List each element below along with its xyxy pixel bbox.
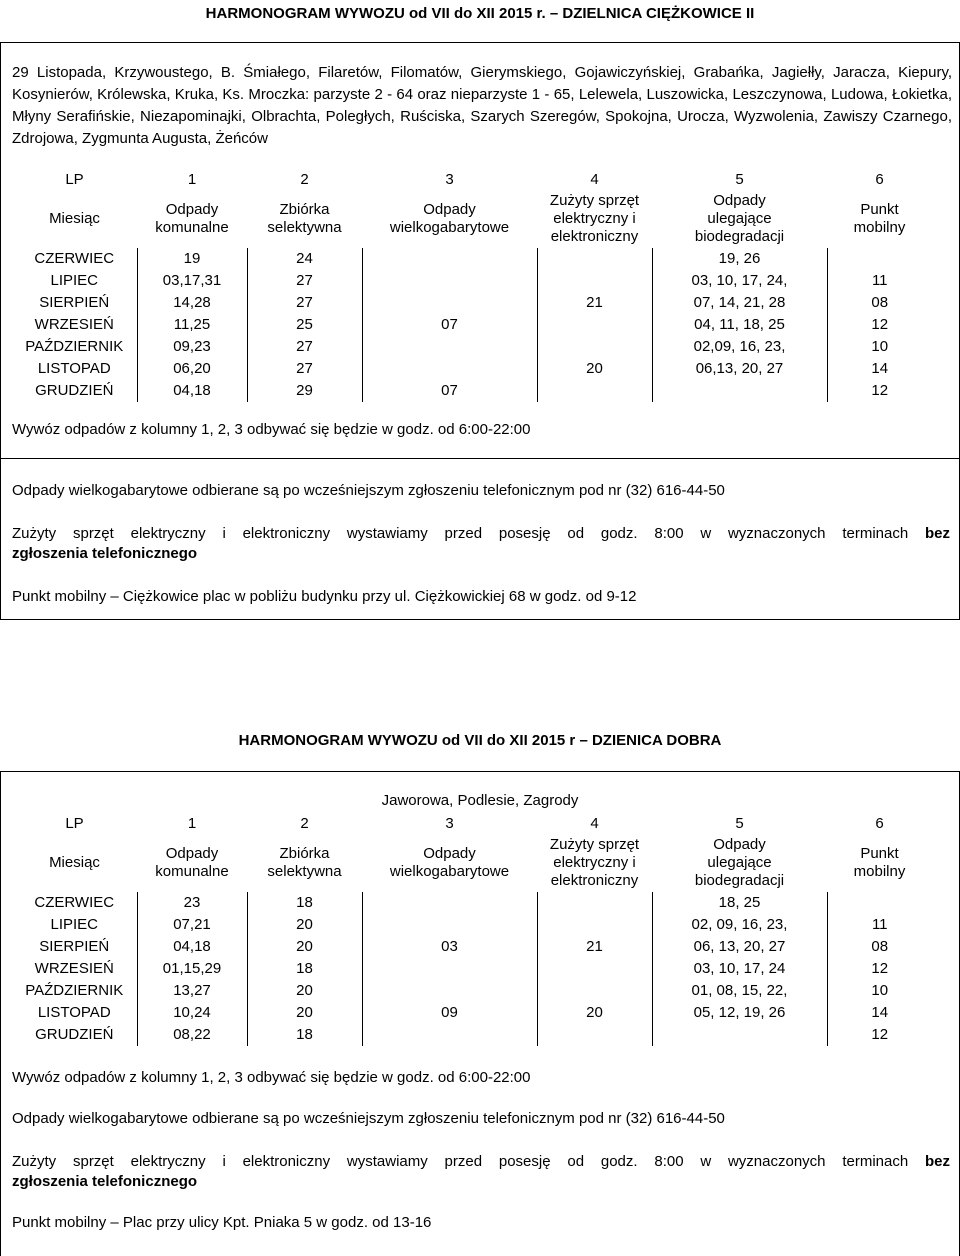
table-cell xyxy=(362,892,537,914)
section2-note-electro-text: Zużyty sprzęt elektryczny i elektroniczny wystawiamy przed posesję od godz. 8:00 w wyznaczonych terminach xyxy=(12,1153,909,1170)
table-cell: 10 xyxy=(827,980,932,1002)
table-cell: 04, 11, 18, 25 xyxy=(652,314,827,336)
table-cell: 07 xyxy=(362,380,537,402)
column-number-cell: 6 xyxy=(875,171,884,188)
table-cell: 10,24 xyxy=(137,1002,247,1024)
section2-schedule-table xyxy=(12,814,932,1046)
table-cell: 25 xyxy=(247,314,362,336)
month-cell: CZERWIEC xyxy=(12,248,137,270)
table-cell: 08 xyxy=(827,936,932,958)
table-cell: 12 xyxy=(827,1024,932,1046)
table-cell xyxy=(362,336,537,358)
table-cell xyxy=(362,914,537,936)
table-row xyxy=(12,936,932,958)
section1-note-electro-text: Zużyty sprzęt elektryczny i elektroniczny wystawiamy przed posesję od godz. 8:00 w wyznaczonych terminach xyxy=(12,525,909,542)
table-cell: 21 xyxy=(537,292,652,314)
month-cell: GRUDZIEŃ xyxy=(12,380,137,402)
month-cell: LIPIEC xyxy=(12,270,137,292)
table-cell: 13,27 xyxy=(137,980,247,1002)
table-cell: 04,18 xyxy=(137,936,247,958)
table-cell xyxy=(537,892,652,914)
table-cell: 07 xyxy=(362,314,537,336)
table-cell: 11,25 xyxy=(137,314,247,336)
header-cell: Miesiąc xyxy=(49,210,100,227)
table-cell: 18 xyxy=(247,892,362,914)
header-cell: Zbiórka selektywna xyxy=(267,201,342,236)
table-row xyxy=(12,1002,932,1024)
month-cell: WRZESIEŃ xyxy=(12,314,137,336)
section2-note-no-phone: zgłoszenia telefonicznego xyxy=(12,1173,198,1190)
table-cell: 03, 10, 17, 24, xyxy=(652,270,827,292)
table-cell: 07, 14, 21, 28 xyxy=(652,292,827,314)
section1-note-electro xyxy=(12,524,950,544)
table-row xyxy=(12,358,932,380)
table-cell xyxy=(537,914,652,936)
table-cell: 14 xyxy=(827,358,932,380)
table-cell: 18, 25 xyxy=(652,892,827,914)
table-cell xyxy=(362,270,537,292)
column-number-cell: 3 xyxy=(445,815,454,832)
table-cell: 14 xyxy=(827,1002,932,1024)
table-cell: 09,23 xyxy=(137,336,247,358)
header-cell: Odpady ulegające biodegradacji xyxy=(694,836,785,889)
month-cell: PAŹDZIERNIK xyxy=(12,980,137,1002)
section2-note-bulky: Odpady wielkogabarytowe odbierane są po wcześniejszym zgłoszeniu telefonicznym pod nr (32) 616-44-50 xyxy=(12,1110,725,1127)
table-cell: 07,21 xyxy=(137,914,247,936)
table-cell: 06,20 xyxy=(137,358,247,380)
table-cell: 20 xyxy=(537,1002,652,1024)
month-cell: GRUDZIEŃ xyxy=(12,1024,137,1046)
section1-note-bulky: Odpady wielkogabarytowe odbierane są po wcześniejszym zgłoszeniu telefonicznym pod nr (32) 616-44-50 xyxy=(12,482,725,499)
month-cell: WRZESIEŃ xyxy=(12,958,137,980)
header-cell: Zbiórka selektywna xyxy=(267,845,342,880)
table-row xyxy=(12,980,932,1002)
table-cell xyxy=(537,270,652,292)
table-row xyxy=(12,248,932,270)
table-cell: 08 xyxy=(827,292,932,314)
table-cell: 01,15,29 xyxy=(137,958,247,980)
month-cell: SIERPIEŃ xyxy=(12,292,137,314)
table-cell xyxy=(362,358,537,380)
section1-schedule-table xyxy=(12,170,932,402)
table-cell xyxy=(652,380,827,402)
section2-title: HARMONOGRAM WYWOZU od VII do XII 2015 r – DZIENICA DOBRA xyxy=(238,732,722,749)
table-cell xyxy=(537,380,652,402)
table-cell: 08,22 xyxy=(137,1024,247,1046)
column-number-row xyxy=(12,814,932,834)
section2-street-list: Jaworowa, Podlesie, Zagrody xyxy=(381,792,579,809)
header-cell: Odpady ulegające biodegradacji xyxy=(694,192,785,245)
table-cell: 20 xyxy=(247,936,362,958)
month-cell: PAŹDZIERNIK xyxy=(12,336,137,358)
table-cell: 12 xyxy=(827,314,932,336)
table-row xyxy=(12,1024,932,1046)
section1-note-no-phone: zgłoszenia telefonicznego xyxy=(12,545,198,562)
header-cell: Zużyty sprzęt elektryczny i elektroniczny xyxy=(549,836,640,889)
section1-note-hours: Wywóz odpadów z kolumny 1, 2, 3 odbywać się będzie w godz. od 6:00-22:00 xyxy=(12,421,531,438)
table-row xyxy=(12,292,932,314)
header-cell: Odpady wielkogabarytowe xyxy=(389,845,510,880)
table-cell xyxy=(827,248,932,270)
section1-note-electro-bold: bez xyxy=(925,525,951,542)
table-cell: 18 xyxy=(247,1024,362,1046)
column-number-cell: 1 xyxy=(187,171,197,188)
table-cell: 06,13, 20, 27 xyxy=(652,358,827,380)
header-row xyxy=(12,834,932,892)
table-cell: 10 xyxy=(827,336,932,358)
table-cell: 09 xyxy=(362,1002,537,1024)
table-cell: 24 xyxy=(247,248,362,270)
table-cell xyxy=(362,248,537,270)
column-number-cell: LP xyxy=(65,171,84,188)
table-cell: 11 xyxy=(827,270,932,292)
table-cell: 20 xyxy=(247,1002,362,1024)
header-cell: Zużyty sprzęt elektryczny i elektroniczny xyxy=(549,192,640,245)
column-number-cell: LP xyxy=(65,815,84,832)
table-cell: 05, 12, 19, 26 xyxy=(652,1002,827,1024)
table-row xyxy=(12,914,932,936)
section2-note-mobile: Punkt mobilny – Plac przy ulicy Kpt. Pniaka 5 w godz. od 13-16 xyxy=(12,1214,432,1231)
section1-title: HARMONOGRAM WYWOZU od VII do XII 2015 r. – DZIELNICA CIĘŻKOWICE II xyxy=(205,5,755,22)
header-cell: Punkt mobilny xyxy=(853,845,906,880)
table-cell xyxy=(362,1024,537,1046)
table-cell: 12 xyxy=(827,958,932,980)
month-cell: LISTOPAD xyxy=(12,358,137,380)
section2-note-electro xyxy=(12,1152,950,1172)
month-cell: SIERPIEŃ xyxy=(12,936,137,958)
section1-divider xyxy=(0,458,960,459)
header-cell: Miesiąc xyxy=(49,854,100,871)
table-cell: 06, 13, 20, 27 xyxy=(652,936,827,958)
table-cell: 01, 08, 15, 22, xyxy=(652,980,827,1002)
header-cell: Punkt mobilny xyxy=(853,201,906,236)
table-cell xyxy=(362,958,537,980)
column-number-cell: 1 xyxy=(187,815,197,832)
column-number-cell: 5 xyxy=(735,171,744,188)
table-cell: 02, 09, 16, 23, xyxy=(652,914,827,936)
table-cell: 03 xyxy=(362,936,537,958)
table-row xyxy=(12,380,932,402)
table-cell: 20 xyxy=(247,914,362,936)
section1-note-mobile: Punkt mobilny – Ciężkowice plac w pobliżu budynku przy ul. Ciężkowickiej 68 w godz. od 9-12 xyxy=(12,588,637,605)
table-cell: 27 xyxy=(247,270,362,292)
table-cell xyxy=(362,980,537,1002)
table-cell: 04,18 xyxy=(137,380,247,402)
column-number-row xyxy=(12,170,932,190)
header-cell: Odpady komunalne xyxy=(155,201,229,236)
table-row xyxy=(12,314,932,336)
table-cell: 27 xyxy=(247,336,362,358)
month-cell: LIPIEC xyxy=(12,914,137,936)
table-cell xyxy=(537,248,652,270)
table-cell: 20 xyxy=(537,358,652,380)
header-row xyxy=(12,190,932,248)
table-cell: 19, 26 xyxy=(652,248,827,270)
section1-street-list: 29 Listopada, Krzywoustego, B. Śmiałego, Filaretów, Filomatów, Gierymskiego, Gojawiczyńskiej, Grabańka, Jagiełły, Jaracza, Kiepury, Kosynierów, Królewska, Kruka, Ks. Mroczka: parzyste 2 - 64 oraz nieparzyste 1 - 65, Lelewela, Luszowicka, Leszczynowa, Ludowa, Łokietka, Młyny Serafińskie, Niezapominajki, Olbrachta, Poległych, Ruściska, Szarych Szeregów, Spokojna, Urocza, Wyzwolenia, Zawiszy Czarnego, Zdrojowa, Zygmunta Augusta, Żeńców xyxy=(12,64,952,147)
section2-note-electro-bold: bez xyxy=(925,1153,951,1170)
table-cell: 20 xyxy=(247,980,362,1002)
table-cell: 02,09, 16, 23, xyxy=(652,336,827,358)
table-cell: 23 xyxy=(137,892,247,914)
table-cell xyxy=(537,336,652,358)
table-cell xyxy=(652,1024,827,1046)
table-cell xyxy=(537,314,652,336)
table-cell: 03,17,31 xyxy=(137,270,247,292)
table-cell: 21 xyxy=(537,936,652,958)
table-cell: 14,28 xyxy=(137,292,247,314)
column-number-cell: 4 xyxy=(590,171,599,188)
table-cell: 29 xyxy=(247,380,362,402)
table-cell: 12 xyxy=(827,380,932,402)
table-row xyxy=(12,958,932,980)
table-cell: 03, 10, 17, 24 xyxy=(652,958,827,980)
table-cell xyxy=(537,980,652,1002)
table-cell xyxy=(362,292,537,314)
month-cell: CZERWIEC xyxy=(12,892,137,914)
column-number-cell: 2 xyxy=(300,815,309,832)
section2-note-hours: Wywóz odpadów z kolumny 1, 2, 3 odbywać się będzie w godz. od 6:00-22:00 xyxy=(12,1069,531,1086)
column-number-cell: 2 xyxy=(300,171,309,188)
month-cell: LISTOPAD xyxy=(12,1002,137,1024)
column-number-cell: 4 xyxy=(590,815,599,832)
column-number-cell: 5 xyxy=(735,815,744,832)
header-cell: Odpady komunalne xyxy=(155,845,229,880)
table-cell: 27 xyxy=(247,292,362,314)
table-cell xyxy=(537,958,652,980)
table-cell: 18 xyxy=(247,958,362,980)
header-cell: Odpady wielkogabarytowe xyxy=(389,201,510,236)
table-row xyxy=(12,270,932,292)
column-number-cell: 6 xyxy=(875,815,884,832)
table-cell: 27 xyxy=(247,358,362,380)
table-cell xyxy=(537,1024,652,1046)
table-row xyxy=(12,892,932,914)
table-cell: 19 xyxy=(137,248,247,270)
table-cell: 11 xyxy=(827,914,932,936)
table-row xyxy=(12,336,932,358)
column-number-cell: 3 xyxy=(445,171,454,188)
table-cell xyxy=(827,892,932,914)
